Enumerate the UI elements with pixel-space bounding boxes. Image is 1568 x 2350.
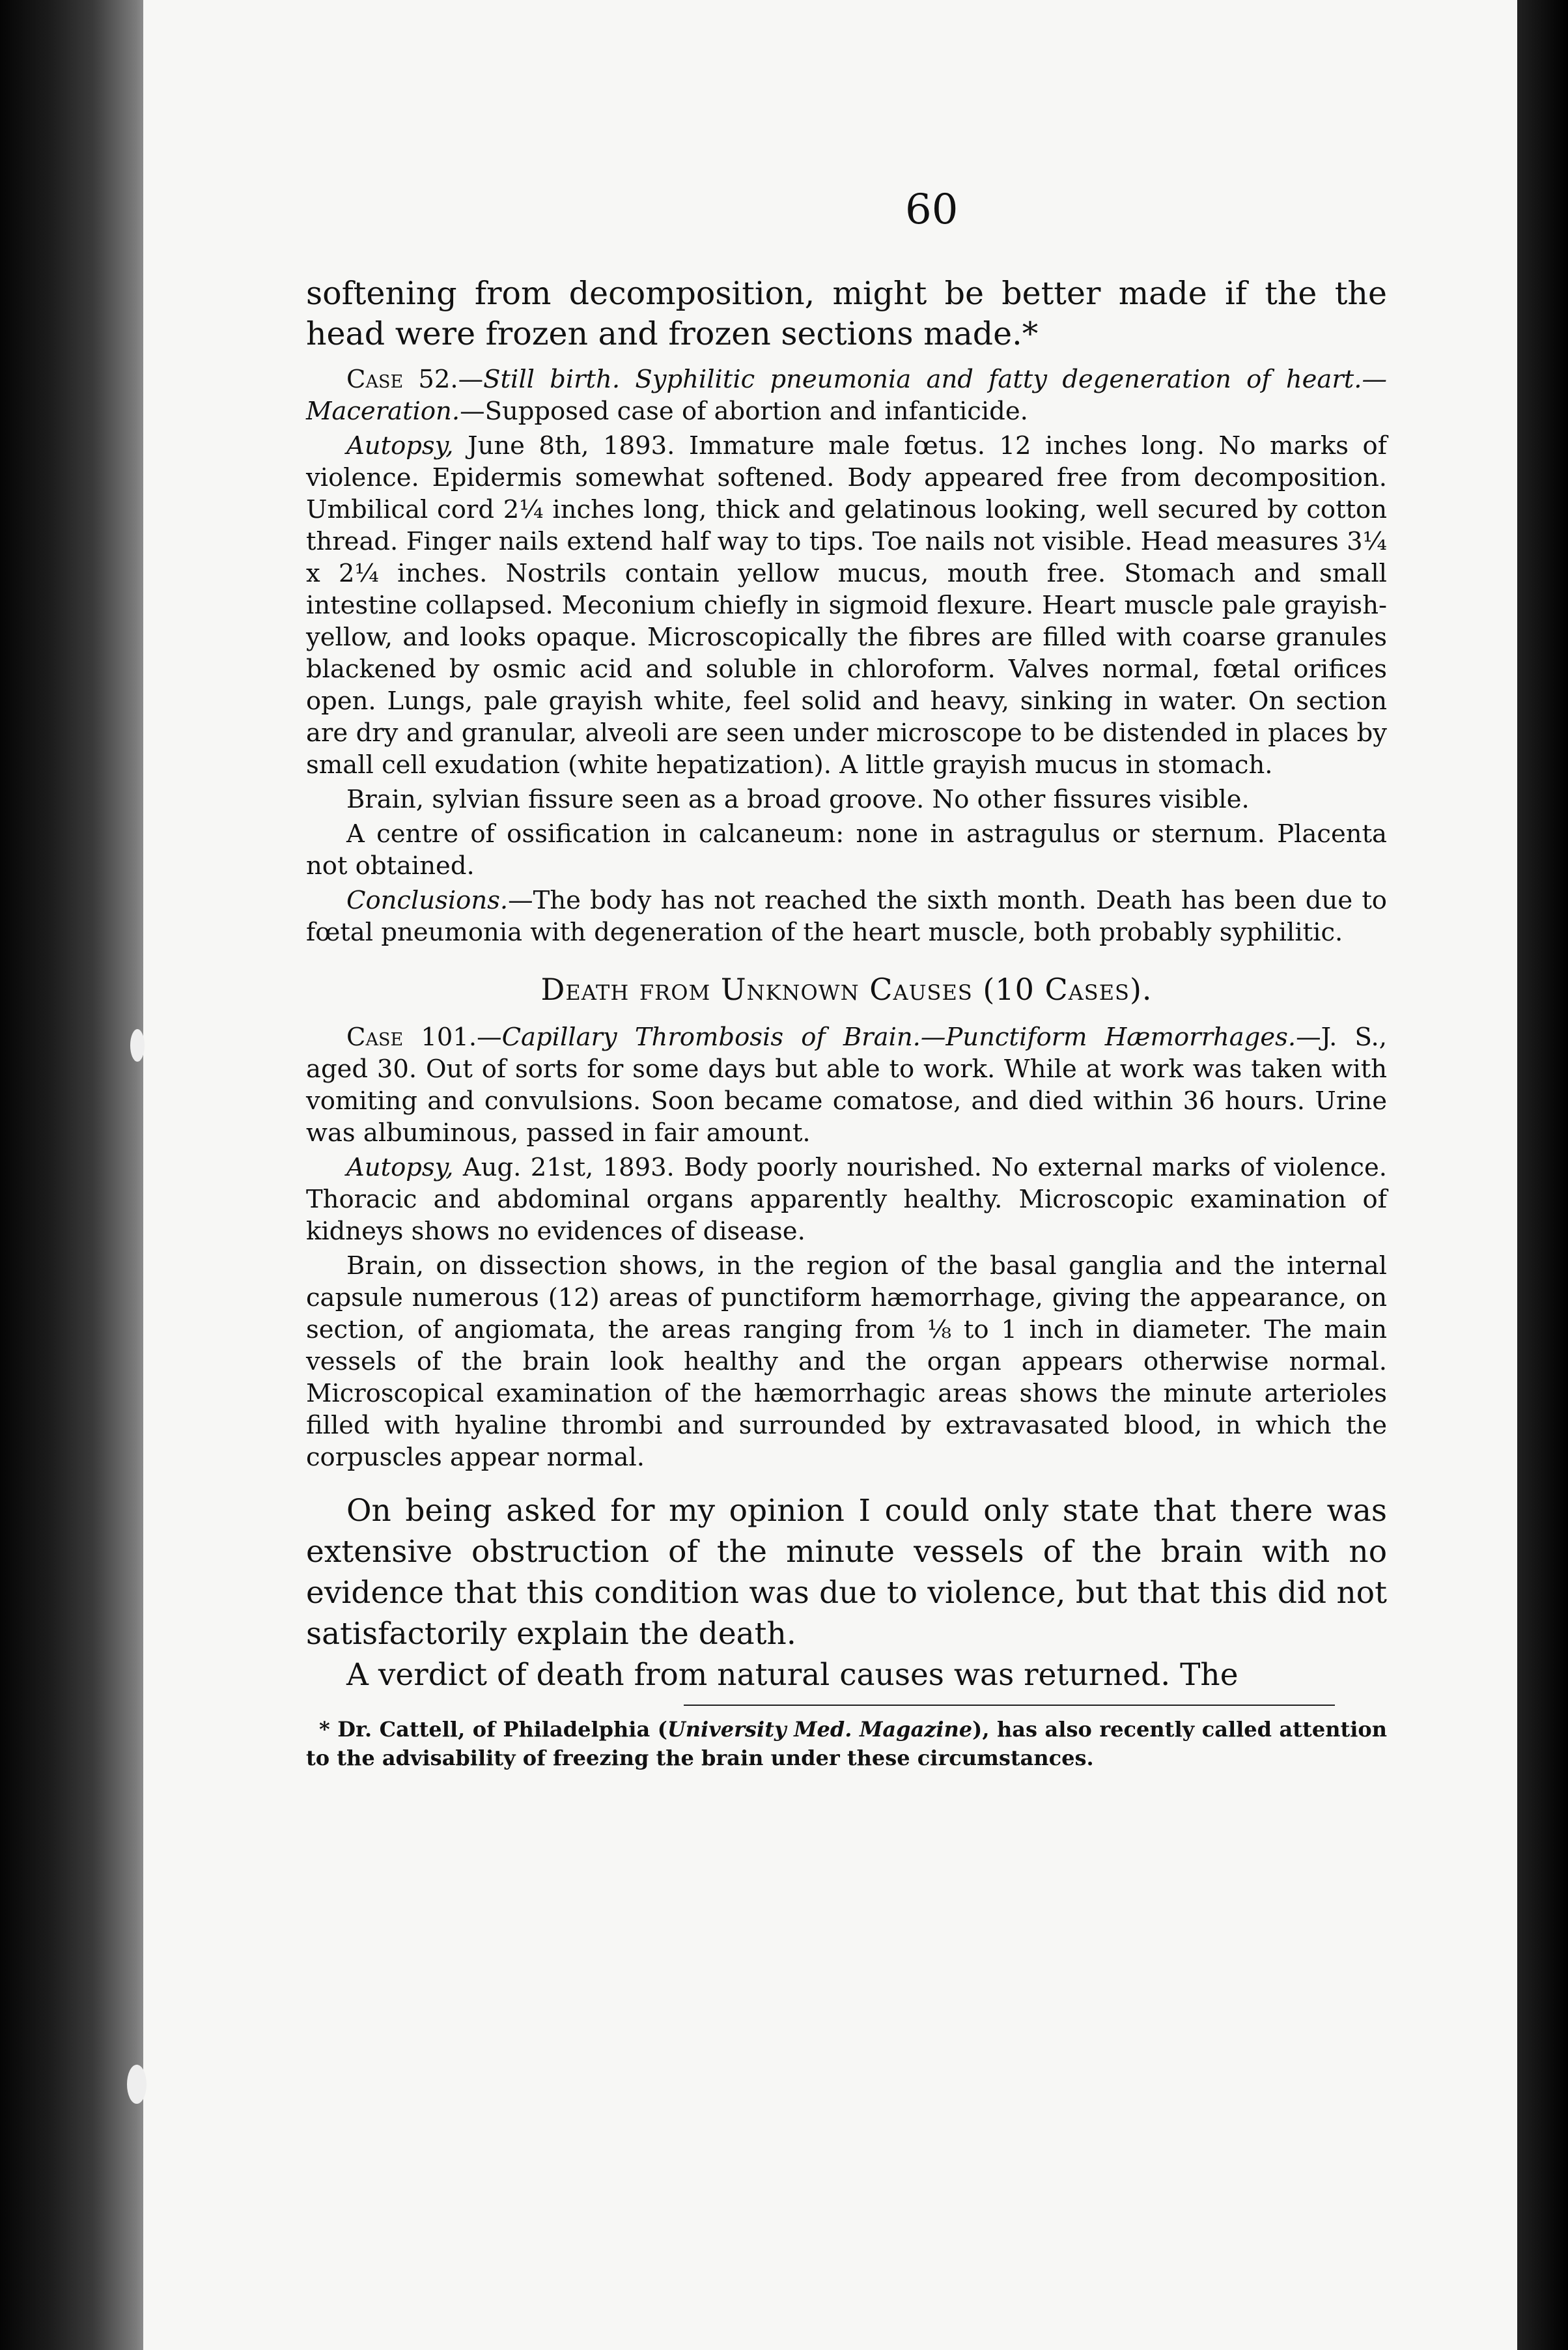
case-101-label: Case 101.— bbox=[346, 1023, 502, 1052]
case-52-brain: Brain, sylvian fissure seen as a broad groove. No other fissures visible. bbox=[346, 785, 1250, 814]
opinion-paragraph: On being asked for my opinion I could only state that there was extensive obstruction of the minute vessels of the brain with no evidence that this condition was due to violence, but that this did not satisfactorily explain the death. bbox=[306, 1493, 1387, 1652]
case-101-history: —J. S., aged 30. Out of sorts for some days but able to work. While at work was taken with vomiting and convulsions. Soon became comatose, and died within 36 hours. Urine was albuminous, passed in fair amount. bbox=[306, 1023, 1388, 1148]
case-101 bbox=[306, 1021, 1387, 1473]
footnote-journal: University Med. Magazine bbox=[667, 1717, 973, 1742]
case-52-conclusions-text: —The body has not reached the sixth month. Death has been due to fœtal pneumonia with degeneration of the heart muscle, both probably syphilitic. bbox=[306, 886, 1387, 947]
paper-speck bbox=[127, 2065, 147, 2104]
case-101-brain: Brain, on dissection shows, in the region of the basal ganglia and the internal capsule numerous (12) areas of punctiform hæmorrhage, giving the appearance, on section, of angiomata, the areas ranging from ⅛ to 1 inch in diameter. The main vessels of the brain look healthy and the organ appears otherwise normal. Microscopical examination of the hæmorrhagic areas shows the minute arterioles filled with hyaline thrombi and surrounded by extravasated blood, in which the corpuscles appear normal. bbox=[306, 1251, 1387, 1472]
case-101-title: Capillary Thrombosis of Brain.—Punctiform Hæmorrhages. bbox=[501, 1023, 1296, 1052]
case-52-autopsy-text: June 8th, 1893. Immature male fœtus. 12 inches long. No marks of violence. Epidermis somewhat softened. Body appeared free from decomposition. Umbilical cord 2¼ inches long, thick and gelatinous looking, well secured by cotton thread. Finger nails extend half way to tips. Toe nails not visible. Head measures 3¼ x 2¼ inches. Nostrils contain yellow mucus, mouth free. Stomach and small intestine collapsed. Meconium chiefly in sigmoid flexure. Heart muscle pale grayish-yellow, and looks opaque. Microscopically the fibres are filled with coarse granules blackened by osmic acid and soluble in chloroform. Valves normal, fœtal orifices open. Lungs, pale grayish white, feel solid and heavy, sinking in water. On section are dry and granular, alveoli are seen under microscope to be distended in places by small cell exudation (white hepatization). A little grayish mucus in stomach. bbox=[306, 431, 1387, 780]
case-52-summary: —Supposed case of abortion and infanticide. bbox=[460, 397, 1028, 426]
case-101-heading bbox=[306, 1021, 1387, 1149]
case-52-ossification: A centre of ossification in calcaneum: none in astragulus or sternum. Placenta not obtained. bbox=[306, 819, 1387, 881]
footnote-rule bbox=[684, 1705, 1335, 1706]
footnote bbox=[306, 1715, 1387, 1772]
page-body bbox=[306, 274, 1387, 1772]
commentary bbox=[306, 1490, 1387, 1695]
section-heading: Death from Unknown Causes (10 Cases). bbox=[540, 972, 1153, 1007]
intro-paragraph: softening from decomposition, might be better made if the the head were frozen and frozen sections made.* bbox=[306, 275, 1387, 352]
verdict-paragraph: A verdict of death from natural causes was returned. The bbox=[346, 1657, 1239, 1693]
page-number: 60 bbox=[905, 186, 959, 234]
case-52 bbox=[306, 363, 1387, 948]
case-101-autopsy-text: Aug. 21st, 1893. Body poorly nourished. No external marks of violence. Thoracic and abdominal organs apparently healthy. Microscopic examination of kidneys shows no evidences of disease. bbox=[306, 1153, 1387, 1246]
case-52-conclusions bbox=[306, 885, 1387, 948]
footnote-text bbox=[306, 1715, 1387, 1772]
case-52-label: Case 52.— bbox=[346, 365, 484, 394]
case-52-title: Still birth. Syphilitic pneumonia and fatty degeneration of heart.—Maceration. bbox=[306, 365, 1387, 426]
case-52-autopsy bbox=[306, 430, 1387, 781]
case-52-conclusions-label: Conclusions. bbox=[346, 886, 509, 915]
case-52-autopsy-label: Autopsy, bbox=[346, 431, 454, 460]
footnote-prefix: * Dr. Cattell, of Philadelphia ( bbox=[319, 1717, 667, 1742]
case-52-heading bbox=[306, 363, 1387, 427]
footnote-suffix: ), has also recently called attention to the advisability of freezing the brain under these circumstances. bbox=[306, 1717, 1388, 1770]
case-101-autopsy bbox=[306, 1152, 1387, 1247]
case-101-autopsy-label: Autopsy, bbox=[346, 1153, 454, 1182]
paper-speck bbox=[130, 1029, 145, 1062]
